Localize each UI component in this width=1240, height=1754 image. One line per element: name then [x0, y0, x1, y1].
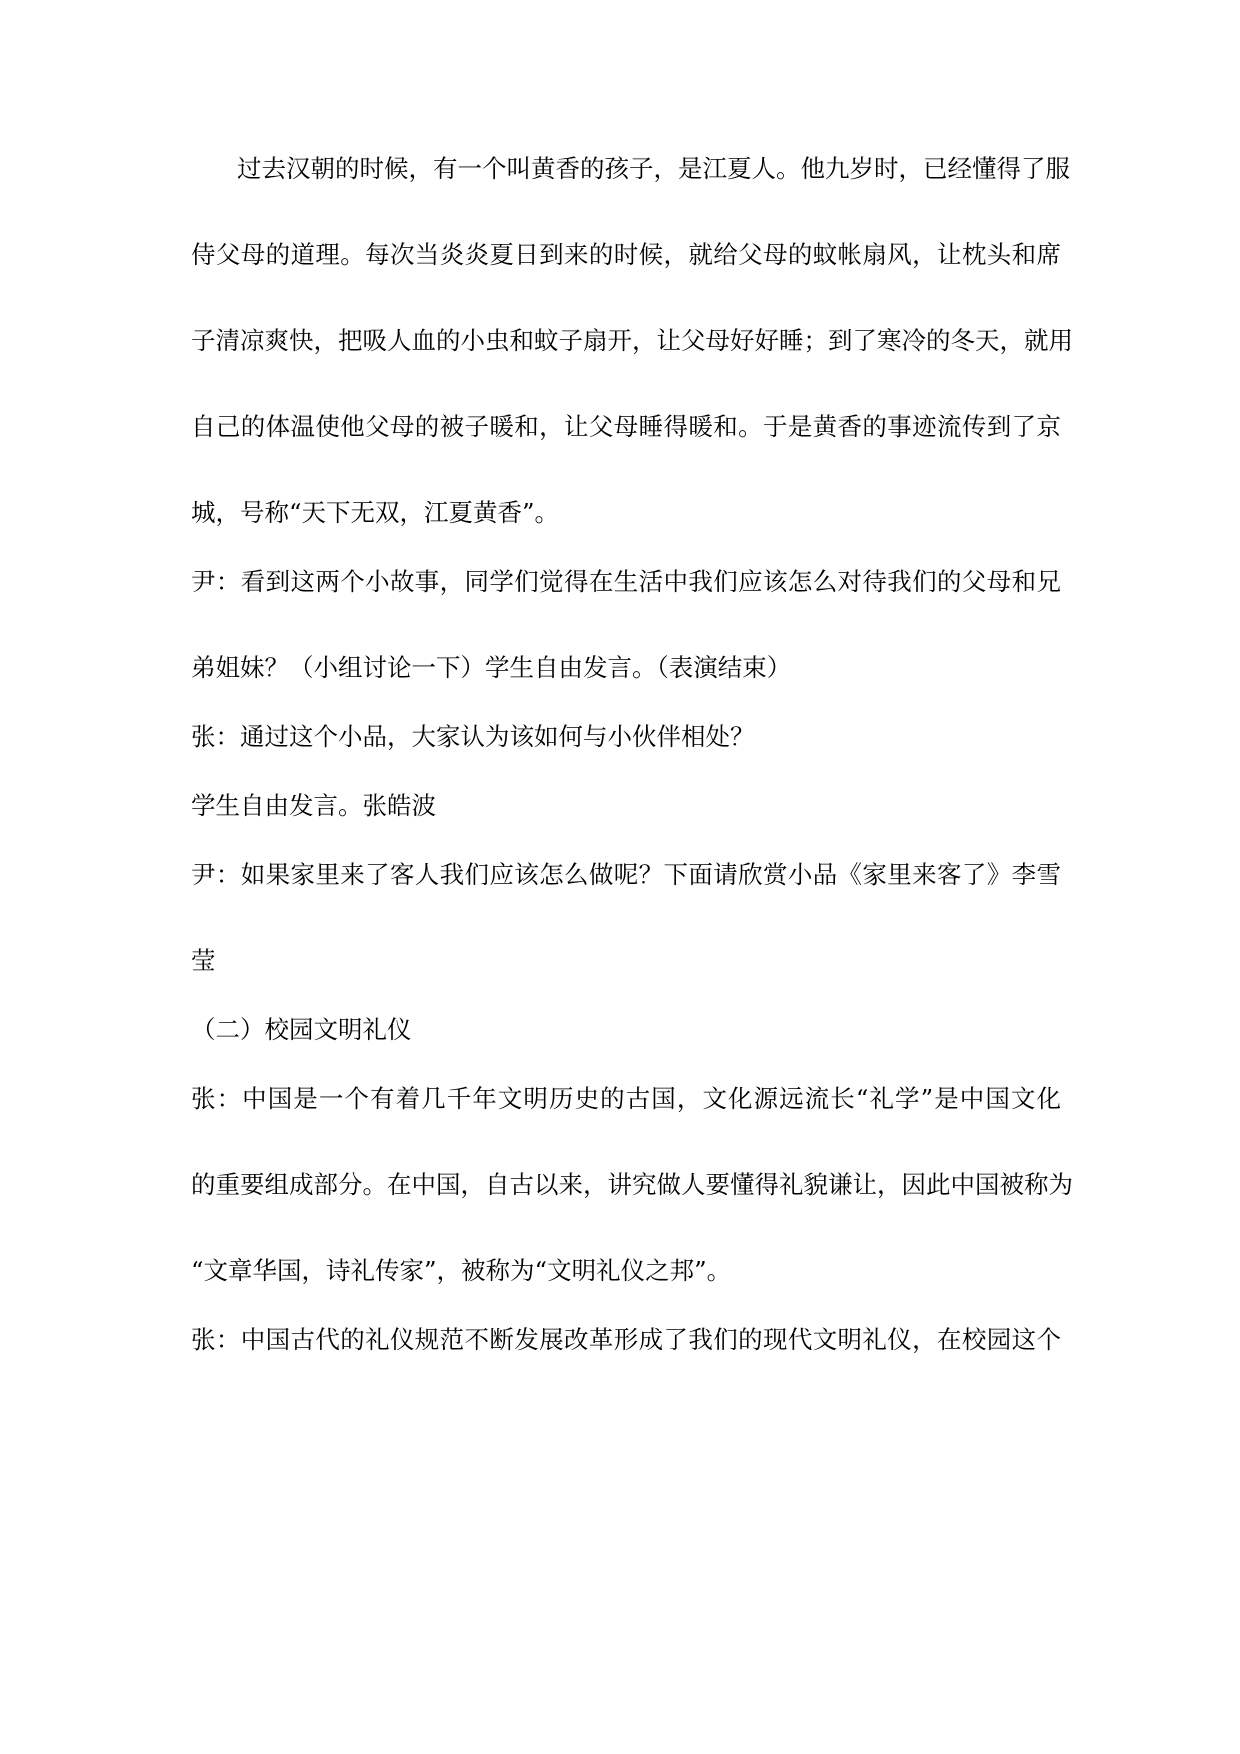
paragraph-line-2: 侍父母的道理。每次当炎炎夏日到来的时候，就给父母的蚊帐扇风，让枕头和席: [191, 240, 1061, 269]
dialogue-yin-1-line-1: 尹：看到这两个小故事，同学们觉得在生活中我们应该怎么对待我们的父母和兄: [191, 567, 1061, 596]
paragraph-line-1: 过去汉朝的时候，有一个叫黄香的孩子，是江夏人。他九岁时，已经懂得了服: [237, 154, 1070, 183]
paragraph-line-3: 子清凉爽快，把吸人血的小虫和蚊子扇开，让父母好好睡；到了寒冷的冬天，就用: [191, 326, 1073, 355]
paragraph-line-5: 城，号称“天下无双，江夏黄香”。: [191, 498, 560, 527]
dialogue-zhang-3-line-1: 张：中国古代的礼仪规范不断发展改革形成了我们的现代文明礼仪，在校园这个: [191, 1325, 1061, 1354]
dialogue-yin-1-line-2: 弟姐妹？（小组讨论一下）学生自由发言。（表演结束）: [191, 653, 792, 682]
dialogue-zhang-2-line-1: 张：中国是一个有着几千年文明历史的古国，文化源远流长“礼学”是中国文化: [191, 1084, 1061, 1113]
paragraph-line-4: 自己的体温使他父母的被子暖和，让父母睡得暖和。于是黄香的事迹流传到了京: [191, 412, 1061, 441]
dialogue-zhang-1: 张：通过这个小品，大家认为该如何与小伙伴相处？: [191, 722, 755, 751]
dialogue-yin-2-line-1: 尹：如果家里来了客人我们应该怎么做呢？下面请欣赏小品《家里来客了》李雪: [191, 860, 1061, 889]
student-speech-line: 学生自由发言。张皓波: [191, 791, 436, 820]
dialogue-zhang-2-line-2: 的重要组成部分。在中国，自古以来，讲究做人要懂得礼貌谦让，因此中国被称为: [191, 1170, 1073, 1199]
dialogue-yin-2-line-2: 莹: [191, 946, 216, 975]
section-heading: （二）校园文明礼仪: [191, 1015, 412, 1044]
dialogue-zhang-2-line-3: “文章华国，诗礼传家”，被称为“文明礼仪之邦”。: [191, 1256, 732, 1285]
